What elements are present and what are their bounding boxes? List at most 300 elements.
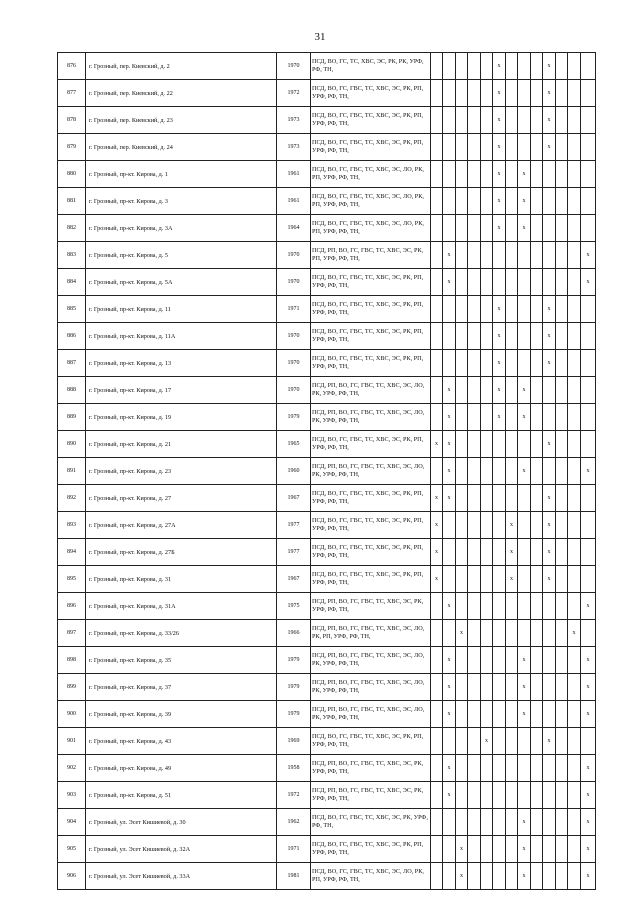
row-mark — [431, 836, 443, 863]
row-number: 882 — [58, 215, 86, 242]
row-mark — [481, 755, 493, 782]
row-mark — [431, 269, 443, 296]
row-mark — [468, 782, 481, 809]
row-mark — [518, 593, 531, 620]
row-services: ПСД, РП, ВО, ГС, ГВС, ТС, ХВС, ЭС, РК, УРФ, РФ, ТН, — [311, 782, 431, 809]
row-address: г. Грозный, пр-кт. Кирова, д. 27Б — [86, 539, 277, 566]
row-mark: x — [493, 377, 506, 404]
table-row — [58, 728, 596, 755]
row-mark — [581, 728, 596, 755]
row-mark — [556, 323, 568, 350]
row-address: г. Грозный, пр-кт. Кирова, д. 39 — [86, 701, 277, 728]
row-mark — [506, 323, 518, 350]
table-row — [58, 863, 596, 890]
row-mark — [556, 593, 568, 620]
row-mark — [556, 701, 568, 728]
row-mark — [456, 296, 468, 323]
row-mark — [568, 107, 581, 134]
row-mark — [531, 485, 543, 512]
row-services: ПСД, РП, ВО, ГС, ГВС, ТС, ХВС, ЭС, РК, УРФ, РФ, ТН, — [311, 755, 431, 782]
row-mark — [493, 836, 506, 863]
row-mark — [443, 80, 456, 107]
row-mark — [506, 404, 518, 431]
row-year: 1971 — [277, 836, 311, 863]
row-mark — [556, 377, 568, 404]
row-mark — [556, 512, 568, 539]
row-mark — [493, 458, 506, 485]
row-mark — [581, 512, 596, 539]
row-mark — [531, 863, 543, 890]
row-mark — [518, 107, 531, 134]
row-mark — [456, 728, 468, 755]
row-mark — [506, 485, 518, 512]
row-mark — [518, 323, 531, 350]
row-year: 1977 — [277, 539, 311, 566]
row-address: г. Грозный, пр-кт. Кирова, д. 11А — [86, 323, 277, 350]
row-mark — [556, 242, 568, 269]
row-mark: x — [518, 404, 531, 431]
row-year: 1970 — [277, 323, 311, 350]
table-row — [58, 404, 596, 431]
row-number: 884 — [58, 269, 86, 296]
row-mark: x — [443, 404, 456, 431]
row-mark — [568, 431, 581, 458]
row-mark — [481, 53, 493, 80]
row-mark — [431, 80, 443, 107]
row-mark — [568, 296, 581, 323]
row-mark — [568, 728, 581, 755]
row-mark — [556, 161, 568, 188]
row-mark: x — [518, 458, 531, 485]
row-mark — [531, 161, 543, 188]
table-row — [58, 566, 596, 593]
row-mark: x — [518, 836, 531, 863]
row-services: ПСД, РП, ВО, ГС, ГВС, ТС, ХВС, ЭС, ЛО, РК, РП, УРФ, РФ, ТН, — [311, 620, 431, 647]
table-row — [58, 53, 596, 80]
row-mark: x — [581, 647, 596, 674]
row-mark — [456, 674, 468, 701]
row-mark: x — [481, 728, 493, 755]
row-mark — [481, 782, 493, 809]
row-mark: x — [443, 377, 456, 404]
row-mark: x — [493, 350, 506, 377]
row-mark — [431, 593, 443, 620]
row-mark — [518, 512, 531, 539]
row-mark — [581, 161, 596, 188]
row-mark — [581, 485, 596, 512]
row-mark — [431, 134, 443, 161]
row-mark — [556, 107, 568, 134]
row-mark — [556, 188, 568, 215]
row-year: 1969 — [277, 728, 311, 755]
row-mark — [531, 593, 543, 620]
row-mark — [493, 674, 506, 701]
row-mark — [531, 377, 543, 404]
row-address: г. Грозный, ул. Эсет Кишиевой, д. 30 — [86, 809, 277, 836]
row-mark — [456, 269, 468, 296]
table-row — [58, 269, 596, 296]
row-address: г. Грозный, пр-кт. Кирова, д. 31А — [86, 593, 277, 620]
row-mark — [468, 674, 481, 701]
row-address: г. Грозный, пр-кт. Кирова, д. 11 — [86, 296, 277, 323]
row-mark — [518, 296, 531, 323]
row-mark — [568, 161, 581, 188]
row-number: 885 — [58, 296, 86, 323]
row-mark — [468, 80, 481, 107]
row-number: 903 — [58, 782, 86, 809]
row-mark: x — [443, 701, 456, 728]
row-address: г. Грозный, пр-кт. Кирова, д. 13 — [86, 350, 277, 377]
table-row — [58, 539, 596, 566]
row-number: 895 — [58, 566, 86, 593]
row-mark: x — [518, 701, 531, 728]
row-address: г. Грозный, пер. Киевский, д. 23 — [86, 107, 277, 134]
row-mark — [468, 296, 481, 323]
row-mark — [468, 512, 481, 539]
row-mark: x — [443, 782, 456, 809]
table-row — [58, 161, 596, 188]
row-year: 1975 — [277, 593, 311, 620]
row-mark — [456, 404, 468, 431]
table-row — [58, 593, 596, 620]
row-mark: x — [543, 512, 556, 539]
row-mark — [568, 134, 581, 161]
row-mark — [468, 134, 481, 161]
row-mark — [531, 80, 543, 107]
row-mark — [481, 161, 493, 188]
row-mark — [493, 728, 506, 755]
row-services: ПСД, ВО, ГС, ГВС, ТС, ХВС, ЭС, ЛО, РК, РП, УРФ, РФ, ТН, — [311, 161, 431, 188]
row-mark — [481, 593, 493, 620]
row-mark — [518, 431, 531, 458]
row-mark — [531, 674, 543, 701]
row-mark — [493, 863, 506, 890]
row-mark — [456, 809, 468, 836]
row-mark — [531, 53, 543, 80]
row-mark — [443, 215, 456, 242]
row-mark — [493, 809, 506, 836]
row-mark — [443, 620, 456, 647]
row-mark — [481, 323, 493, 350]
row-mark: x — [543, 80, 556, 107]
row-services: ПСД, ВО, ГС, ГВС, ТС, ХВС, ЭС, РК, РП, УРФ, РФ, ТН, — [311, 107, 431, 134]
row-services: ПСД, ВО, ГС, ГВС, ТС, ХВС, ЭС, РК, УРФ, РФ, ТН, — [311, 809, 431, 836]
row-year: 1979 — [277, 674, 311, 701]
row-mark — [481, 242, 493, 269]
row-mark — [481, 80, 493, 107]
row-mark — [481, 350, 493, 377]
row-mark: x — [568, 620, 581, 647]
row-mark — [468, 701, 481, 728]
row-services: ПСД, РП, ВО, ГС, ГВС, ТС, ХВС, ЭС, РК, УРФ, РФ, ТН, — [311, 593, 431, 620]
row-services: ПСД, ВО, ГС, ГВС, ТС, ХВС, ЭС, РК, РП, УРФ, РФ, ТН, — [311, 836, 431, 863]
row-address: г. Грозный, пр-кт. Кирова, д. 5А — [86, 269, 277, 296]
table-row — [58, 188, 596, 215]
row-mark: x — [581, 755, 596, 782]
row-mark — [468, 431, 481, 458]
row-mark — [431, 647, 443, 674]
row-mark — [568, 674, 581, 701]
row-mark — [481, 188, 493, 215]
row-mark — [581, 296, 596, 323]
row-mark: x — [431, 566, 443, 593]
row-mark — [531, 296, 543, 323]
row-mark: x — [518, 377, 531, 404]
row-mark — [493, 566, 506, 593]
row-number: 906 — [58, 863, 86, 890]
row-mark: x — [543, 566, 556, 593]
row-number: 876 — [58, 53, 86, 80]
row-mark — [431, 404, 443, 431]
row-mark: x — [518, 161, 531, 188]
row-address: г. Грозный, пр-кт. Кирова, д. 31 — [86, 566, 277, 593]
row-mark — [456, 53, 468, 80]
row-mark — [481, 701, 493, 728]
row-mark — [456, 512, 468, 539]
row-mark — [543, 188, 556, 215]
row-mark: x — [543, 296, 556, 323]
row-mark: x — [506, 512, 518, 539]
row-mark: x — [581, 674, 596, 701]
table-row — [58, 647, 596, 674]
row-year: 1970 — [277, 53, 311, 80]
row-mark — [581, 80, 596, 107]
row-mark — [568, 323, 581, 350]
row-mark — [506, 674, 518, 701]
row-mark — [531, 404, 543, 431]
row-mark — [568, 215, 581, 242]
row-mark — [443, 809, 456, 836]
row-mark — [468, 620, 481, 647]
row-mark — [468, 242, 481, 269]
row-address: г. Грозный, пр-кт. Кирова, д. 3А — [86, 215, 277, 242]
row-mark: x — [443, 755, 456, 782]
row-mark — [468, 323, 481, 350]
table-row — [58, 80, 596, 107]
row-services: ПСД, ВО, ГС, ГВС, ТС, ХВС, ЭС, РК, РП, УРФ, РФ, ТН, — [311, 431, 431, 458]
row-mark: x — [456, 863, 468, 890]
row-mark — [556, 728, 568, 755]
table-row — [58, 836, 596, 863]
row-year: 1972 — [277, 80, 311, 107]
row-mark — [431, 188, 443, 215]
row-mark: x — [431, 512, 443, 539]
row-number: 893 — [58, 512, 86, 539]
table-row — [58, 701, 596, 728]
row-mark: x — [581, 269, 596, 296]
row-mark — [493, 485, 506, 512]
row-year: 1967 — [277, 566, 311, 593]
row-year: 1972 — [277, 782, 311, 809]
row-number: 902 — [58, 755, 86, 782]
row-number: 896 — [58, 593, 86, 620]
row-mark — [468, 809, 481, 836]
row-mark — [518, 350, 531, 377]
row-mark — [443, 728, 456, 755]
row-mark — [543, 161, 556, 188]
row-mark: x — [493, 296, 506, 323]
row-mark — [443, 107, 456, 134]
row-address: г. Грозный, пр-кт. Кирова, д. 49 — [86, 755, 277, 782]
row-mark: x — [431, 431, 443, 458]
row-mark — [531, 755, 543, 782]
table-row — [58, 215, 596, 242]
row-mark — [456, 458, 468, 485]
row-mark — [568, 647, 581, 674]
row-year: 1958 — [277, 755, 311, 782]
row-mark: x — [543, 539, 556, 566]
row-mark — [506, 701, 518, 728]
row-mark — [431, 782, 443, 809]
row-mark — [481, 215, 493, 242]
table-row — [58, 512, 596, 539]
table-row — [58, 296, 596, 323]
row-mark — [581, 188, 596, 215]
row-mark: x — [443, 269, 456, 296]
row-mark — [531, 242, 543, 269]
row-mark — [468, 593, 481, 620]
row-year: 1970 — [277, 350, 311, 377]
row-mark — [568, 80, 581, 107]
row-year: 1966 — [277, 620, 311, 647]
row-mark — [506, 296, 518, 323]
row-mark: x — [443, 242, 456, 269]
row-mark — [543, 809, 556, 836]
row-mark — [543, 863, 556, 890]
row-mark: x — [581, 863, 596, 890]
row-mark: x — [431, 539, 443, 566]
row-mark: x — [443, 593, 456, 620]
row-mark — [518, 782, 531, 809]
row-mark — [468, 404, 481, 431]
row-mark — [431, 809, 443, 836]
row-mark — [443, 863, 456, 890]
row-mark — [568, 269, 581, 296]
row-mark — [518, 539, 531, 566]
registry-table — [57, 52, 596, 890]
row-mark: x — [493, 323, 506, 350]
row-mark: x — [543, 323, 556, 350]
row-number: 894 — [58, 539, 86, 566]
row-mark — [431, 863, 443, 890]
row-mark: x — [493, 53, 506, 80]
row-mark: x — [581, 836, 596, 863]
row-mark: x — [581, 782, 596, 809]
row-mark — [531, 647, 543, 674]
row-number: 878 — [58, 107, 86, 134]
row-mark — [481, 296, 493, 323]
row-mark — [556, 134, 568, 161]
row-mark — [581, 431, 596, 458]
row-mark — [468, 350, 481, 377]
row-mark — [556, 485, 568, 512]
row-mark: x — [543, 107, 556, 134]
row-mark: x — [518, 863, 531, 890]
row-mark — [556, 404, 568, 431]
row-services: ПСД, РП, ВО, ГС, ГВС, ТС, ХВС, ЭС, ЛО, РК, УРФ, РФ, ТН, — [311, 404, 431, 431]
row-services: ПСД, РП, ВО, ГС, ГВС, ТС, ХВС, ЭС, ЛО, РК, УРФ, РФ, ТН, — [311, 458, 431, 485]
row-services: ПСД, ВО, ГС, ГВС, ТС, ХВС, ЭС, РК, РП, УРФ, РФ, ТН, — [311, 323, 431, 350]
row-address: г. Грозный, пр-кт. Кирова, д. 27 — [86, 485, 277, 512]
row-mark — [481, 269, 493, 296]
row-mark: x — [543, 350, 556, 377]
row-mark: x — [493, 80, 506, 107]
row-mark: x — [518, 215, 531, 242]
row-address: г. Грозный, пр-кт. Кирова, д. 51 — [86, 782, 277, 809]
row-mark — [506, 458, 518, 485]
row-mark — [456, 350, 468, 377]
row-mark — [506, 431, 518, 458]
row-mark — [456, 647, 468, 674]
row-mark — [556, 269, 568, 296]
row-mark — [481, 809, 493, 836]
row-mark — [568, 485, 581, 512]
row-number: 880 — [58, 161, 86, 188]
row-mark — [531, 323, 543, 350]
row-mark: x — [543, 431, 556, 458]
row-mark: x — [493, 404, 506, 431]
row-mark — [581, 539, 596, 566]
row-mark — [556, 431, 568, 458]
row-mark — [456, 566, 468, 593]
row-number: 898 — [58, 647, 86, 674]
row-mark — [531, 134, 543, 161]
row-mark — [506, 53, 518, 80]
table-row — [58, 134, 596, 161]
row-address: г. Грозный, пр-кт. Кирова, д. 19 — [86, 404, 277, 431]
row-mark: x — [543, 53, 556, 80]
row-number: 891 — [58, 458, 86, 485]
row-mark — [468, 566, 481, 593]
row-mark — [506, 188, 518, 215]
row-mark — [568, 863, 581, 890]
row-mark — [518, 485, 531, 512]
row-number: 883 — [58, 242, 86, 269]
row-mark — [556, 782, 568, 809]
table-body — [58, 53, 596, 890]
row-services: ПСД, ВО, ГС, ГВС, ТС, ХВС, ЭС, ЛО, РК, РП, УРФ, РФ, ТН, — [311, 188, 431, 215]
row-mark — [531, 782, 543, 809]
row-mark — [506, 269, 518, 296]
row-mark — [556, 296, 568, 323]
row-mark — [531, 269, 543, 296]
row-mark — [468, 458, 481, 485]
row-mark — [456, 323, 468, 350]
row-mark — [568, 755, 581, 782]
row-mark — [481, 431, 493, 458]
row-mark — [456, 701, 468, 728]
row-mark — [468, 728, 481, 755]
row-mark — [443, 566, 456, 593]
row-mark — [493, 647, 506, 674]
row-services: ПСД, РП, ВО, ГС, ГВС, ТС, ХВС, ЭС, ЛО, РК, УРФ, РФ, ТН, — [311, 377, 431, 404]
table-row — [58, 323, 596, 350]
row-year: 1967 — [277, 485, 311, 512]
row-mark — [518, 269, 531, 296]
row-mark — [556, 674, 568, 701]
row-mark — [468, 269, 481, 296]
row-services: ПСД, РП, ВО, ГС, ГВС, ТС, ХВС, ЭС, РК, РП, УРФ, РФ, ТН, — [311, 242, 431, 269]
row-year: 1965 — [277, 431, 311, 458]
row-year: 1970 — [277, 269, 311, 296]
row-mark — [543, 701, 556, 728]
row-services: ПСД, ВО, ГС, ГВС, ТС, ХВС, ЭС, РК, РП, УРФ, РФ, ТН, — [311, 350, 431, 377]
row-mark — [456, 215, 468, 242]
row-mark — [468, 377, 481, 404]
row-mark — [531, 188, 543, 215]
row-mark — [431, 728, 443, 755]
row-mark — [481, 620, 493, 647]
